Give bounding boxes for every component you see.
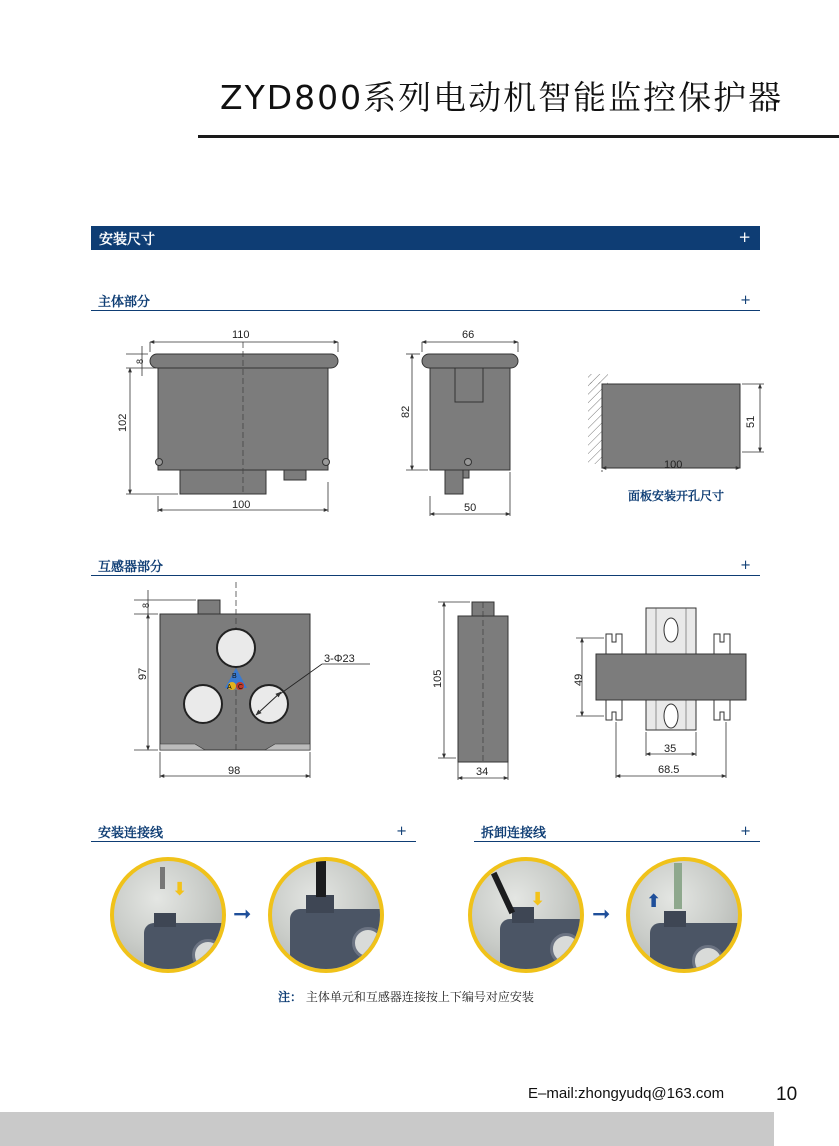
photo-remove-step-2: ⬆ (626, 857, 742, 973)
transformer-front-view (134, 582, 370, 778)
subheader-main-unit (91, 292, 760, 311)
panel-cutout-view (588, 374, 764, 472)
dim-cutout-height: 51 (745, 415, 757, 428)
plus-icon: + (740, 558, 751, 573)
main-side-view (406, 342, 518, 516)
transformer-side-view (438, 602, 508, 780)
subheader-title: 安装连接线 (98, 826, 164, 841)
phase-c-label: C (238, 684, 244, 691)
subheader-title: 互感器部分 (98, 560, 164, 575)
dim-transformer-height: 97 (137, 667, 149, 680)
title-rule (198, 135, 839, 138)
photo-install-step-1: ⬇ (110, 857, 226, 973)
dim-front-bottom: 100 (232, 499, 251, 511)
footer-bar (0, 1112, 774, 1146)
note-label: 注： (278, 990, 303, 1004)
subheader-title: 拆卸连接线 (481, 826, 547, 841)
main-unit-drawings (100, 322, 780, 522)
phase-a-label: A (227, 684, 232, 691)
footer-email: E–mail:zhongyudq@163.com (528, 1085, 725, 1102)
dim-holes: 3-Φ23 (324, 653, 355, 665)
wiring-note (278, 988, 534, 1005)
note-text: 主体单元和互感器连接按上下编号对应安装 (305, 990, 534, 1004)
dim-side-bottom: 50 (464, 502, 477, 514)
dim-front-height: 102 (117, 413, 129, 432)
page-number: 10 (776, 1084, 798, 1105)
subheader-title: 主体部分 (98, 295, 151, 310)
dim-transformer-side-height: 105 (432, 669, 444, 688)
plus-icon: + (740, 824, 751, 839)
dim-rail-inner: 35 (664, 743, 677, 755)
dim-cutout-width: 100 (664, 459, 683, 471)
din-rail-view (576, 608, 746, 778)
dim-rail-height: 49 (573, 673, 585, 686)
dim-rail-outer: 68.5 (658, 764, 680, 776)
plus-icon: + (740, 293, 751, 308)
section-bar-install-dimensions (91, 226, 760, 250)
dim-transformer-width: 98 (228, 765, 241, 777)
transformer-drawings (100, 582, 780, 787)
dim-front-top: 110 (232, 329, 250, 341)
dim-transformer-top: 8 (141, 602, 151, 608)
page-title: ZYD800系列电动机智能监控保护器 (220, 78, 784, 117)
section-title: 安装尺寸 (99, 232, 155, 248)
plus-icon: + (396, 824, 407, 839)
subheader-install-wiring (91, 823, 416, 842)
plus-icon: + (738, 228, 751, 246)
main-front-view (126, 342, 338, 512)
photo-remove-step-1: ⬇ (468, 857, 584, 973)
photo-install-step-2 (268, 857, 384, 973)
dim-side-top: 66 (462, 329, 475, 341)
subheader-transformer (91, 557, 760, 576)
arrow-right-icon: ➞ (592, 902, 611, 927)
subheader-remove-wiring (474, 823, 760, 842)
dim-transformer-side-width: 34 (476, 766, 489, 778)
arrow-right-icon: ➞ (233, 902, 252, 927)
cutout-caption: 面板安装开孔尺寸 (628, 489, 725, 503)
dim-front-lid: 8 (135, 358, 145, 364)
phase-b-label: B (232, 673, 237, 680)
dim-side-height: 82 (400, 405, 412, 418)
